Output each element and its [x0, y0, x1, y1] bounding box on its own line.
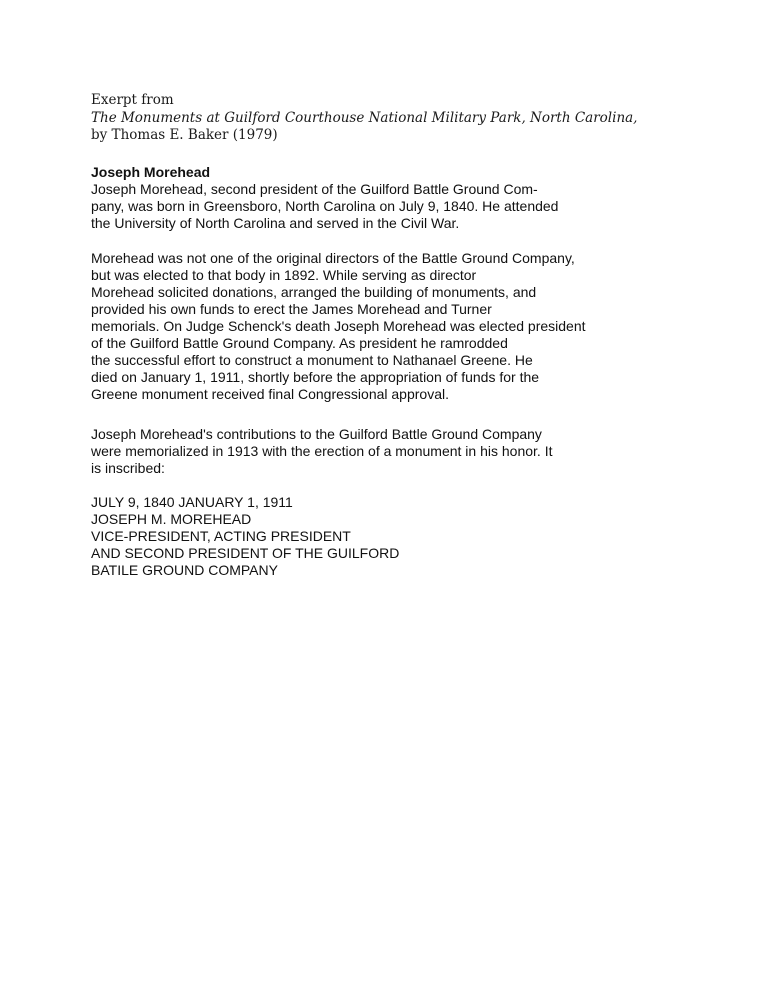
text-line: Morehead was not one of the original directors of the Battle Ground Company, — [91, 250, 575, 266]
inscription-line: JULY 9, 1840 JANUARY 1, 1911 — [91, 494, 293, 510]
text-line: is inscribed: — [91, 460, 165, 476]
inscription-line: AND SECOND PRESIDENT OF THE GUILFORD — [91, 545, 400, 561]
text-line: but was elected to that body in 1892. While serving as director — [91, 267, 477, 283]
text-line: provided his own funds to erect the James Morehead and Turner — [91, 301, 492, 317]
inscription-line: VICE-PRESIDENT, ACTING PRESIDENT — [91, 528, 351, 544]
text-line: the University of North Carolina and served in the Civil War. — [91, 215, 460, 231]
text-line: the successful effort to construct a monument to Nathanael Greene. He — [91, 352, 533, 368]
text-line: of the Guilford Battle Ground Company. As president he ramrodded — [91, 335, 508, 351]
paragraph-biography — [91, 181, 558, 232]
section-heading: Joseph Morehead — [91, 164, 211, 180]
source-citation — [91, 92, 637, 145]
inscription-line: BATILE GROUND COMPANY — [91, 562, 278, 578]
text-line: pany, was born in Greensboro, North Carolina on July 9, 1840. He attended — [91, 198, 559, 214]
inscription-line: JOSEPH M. MOREHEAD — [91, 511, 252, 527]
text-line: Joseph Morehead, second president of the Guilford Battle Ground Com- — [91, 181, 538, 197]
text-line: were memorialized in 1913 with the erection of a monument in his honor. It — [91, 443, 553, 459]
source-intro: Exerpt from — [91, 92, 174, 108]
text-line: Morehead solicited donations, arranged the building of monuments, and — [91, 284, 537, 300]
monument-inscription — [91, 494, 399, 579]
paragraph-memorial — [91, 426, 552, 477]
text-line: Joseph Morehead's contributions to the Guilford Battle Ground Company — [91, 426, 542, 442]
source-title: The Monuments at Guilford Courthouse National Military Park, North Carolina, — [91, 109, 638, 126]
text-line: Greene monument received final Congressional approval. — [91, 386, 449, 402]
paragraph-career — [91, 250, 586, 403]
text-line: died on January 1, 1911, shortly before the appropriation of funds for the — [91, 369, 540, 385]
source-author: by Thomas E. Baker (1979) — [91, 127, 278, 143]
text-line: memorials. On Judge Schenck's death Joseph Morehead was elected president — [91, 318, 586, 334]
